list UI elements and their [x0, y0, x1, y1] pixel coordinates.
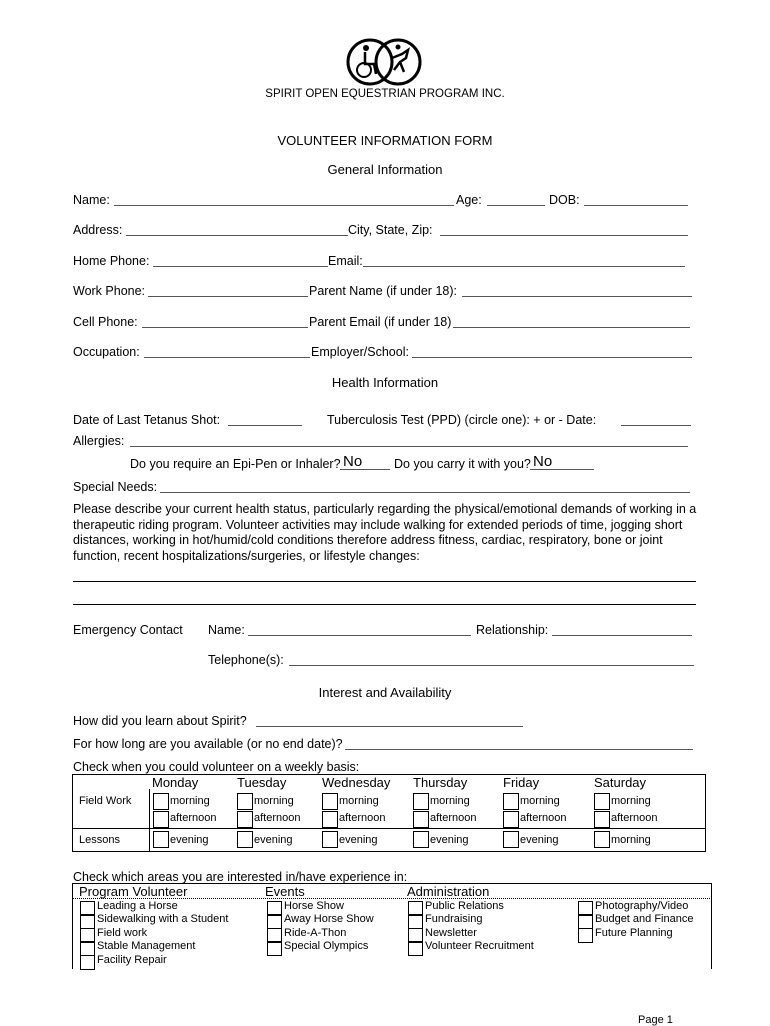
tue-morning-label: morning	[254, 795, 294, 807]
mon-evening-checkbox[interactable]	[153, 831, 169, 848]
admin2-checkbox-3[interactable]	[578, 928, 593, 943]
ec-telephone-label: Telephone(s):	[208, 653, 284, 667]
schedule-col-divider	[149, 789, 150, 852]
weekly-prompt: Check when you could volunteer on a weekly basis:	[73, 760, 360, 774]
how-long-label: For how long are you available (or no end date)?	[73, 737, 343, 751]
employer-field[interactable]	[412, 357, 692, 358]
admin-checkbox-4[interactable]	[408, 941, 423, 956]
fri-morning-label: morning	[520, 795, 560, 807]
events-checkbox-4[interactable]	[267, 941, 282, 956]
employer-label: Employer/School:	[311, 345, 409, 359]
program-checkbox-2[interactable]	[80, 914, 95, 929]
program-logo	[344, 36, 424, 88]
section-health: Health Information	[331, 375, 439, 390]
day-monday: Monday	[152, 775, 199, 790]
tetanus-field[interactable]	[228, 425, 302, 426]
fri-evening-label: evening	[520, 834, 559, 846]
admin-header: Administration	[407, 884, 490, 899]
mon-morning-label: morning	[170, 795, 210, 807]
events-checkbox-2[interactable]	[267, 914, 282, 929]
home-phone-field[interactable]	[153, 266, 328, 267]
day-wednesday: Wednesday	[322, 775, 391, 790]
admin-checkbox-2[interactable]	[408, 914, 423, 929]
tue-evening-checkbox[interactable]	[237, 831, 253, 848]
events-label-4: Special Olympics	[284, 940, 369, 952]
mon-morning-checkbox[interactable]	[153, 793, 169, 810]
thu-afternoon-label: afternoon	[430, 812, 477, 824]
sat-morning-label: morning	[611, 795, 651, 807]
day-tuesday: Tuesday	[237, 775, 287, 790]
program-label-4: Stable Management	[97, 940, 196, 952]
dob-field[interactable]	[584, 205, 688, 206]
name-field[interactable]	[114, 205, 454, 206]
wed-evening-label: evening	[339, 834, 378, 846]
work-phone-field[interactable]	[148, 296, 308, 297]
special-needs-field[interactable]	[160, 492, 690, 493]
tue-morning-checkbox[interactable]	[237, 793, 253, 810]
home-phone-label: Home Phone:	[73, 254, 150, 268]
epipen-answer[interactable]: No	[343, 453, 363, 470]
day-thursday: Thursday	[413, 775, 468, 790]
sat-afternoon-label: afternoon	[611, 812, 658, 824]
cell-phone-label: Cell Phone:	[73, 315, 138, 329]
fri-morning-checkbox[interactable]	[503, 793, 519, 810]
learn-label: How did you learn about Spirit?	[73, 714, 247, 728]
ec-relationship-field[interactable]	[552, 635, 692, 636]
work-phone-label: Work Phone:	[73, 284, 146, 298]
fri-afternoon-label: afternoon	[520, 812, 567, 824]
city-field[interactable]	[440, 235, 688, 236]
events-label-3: Ride-A-Thon	[284, 927, 347, 939]
sat-afternoon-checkbox[interactable]	[594, 811, 610, 828]
parent-name-field[interactable]	[462, 296, 692, 297]
org-name: SPIRIT OPEN EQUESTRIAN PROGRAM INC.	[265, 88, 505, 100]
email-field[interactable]	[363, 266, 685, 267]
admin-label-4: Volunteer Recruitment	[425, 940, 534, 952]
allergies-label: Allergies:	[73, 434, 125, 448]
program-checkbox-4[interactable]	[80, 941, 95, 956]
program-label-3: Field work	[97, 927, 148, 939]
emergency-contact-label: Emergency Contact	[73, 623, 183, 637]
program-header: Program Volunteer	[79, 884, 188, 899]
occupation-field[interactable]	[144, 357, 310, 358]
mon-afternoon-label: afternoon	[170, 812, 217, 824]
epipen-question: Do you require an Epi-Pen or Inhaler?	[130, 457, 341, 471]
ec-name-label: Name:	[208, 623, 245, 637]
row-lessons: Lessons	[79, 834, 120, 846]
day-saturday: Saturday	[594, 775, 647, 790]
admin-label-2: Fundraising	[425, 913, 483, 925]
occupation-label: Occupation:	[73, 345, 140, 359]
schedule-divider	[72, 828, 706, 829]
health-line-1[interactable]	[73, 581, 696, 582]
thu-evening-label: evening	[430, 834, 469, 846]
health-line-2[interactable]	[73, 604, 696, 605]
parent-email-label: Parent Email (if under 18)	[309, 315, 452, 329]
carry-answer[interactable]: No	[533, 453, 553, 470]
dob-label: DOB:	[549, 193, 580, 207]
events-header: Events	[265, 884, 305, 899]
wed-morning-label: morning	[339, 795, 379, 807]
program-checkbox-5[interactable]	[80, 955, 95, 970]
admin-label-3: Newsletter	[425, 927, 477, 939]
sat-lesson-checkbox[interactable]	[594, 831, 610, 848]
tb-label: Tuberculosis Test (PPD) (circle one): + or - Date:	[327, 413, 597, 427]
page-number: Page 1	[638, 1014, 673, 1026]
sat-lesson-label: morning	[611, 834, 651, 846]
wed-morning-checkbox[interactable]	[322, 793, 338, 810]
cell-phone-field[interactable]	[142, 327, 308, 328]
tb-date-field[interactable]	[621, 425, 691, 426]
section-general: General Information	[327, 162, 443, 177]
city-label: City, State, Zip:	[348, 223, 433, 237]
parent-name-label: Parent Name (if under 18):	[309, 284, 457, 298]
age-label: Age:	[456, 193, 482, 207]
ec-name-field[interactable]	[248, 635, 471, 636]
admin-label-1: Public Relations	[425, 900, 504, 912]
tetanus-label: Date of Last Tetanus Shot:	[73, 413, 221, 427]
health-paragraph: Please describe your current health status, particularly regarding the physical/emotional demands of working in a therapeutic riding program. Volunteer activities may include walking for extended periods of time, jogging short distances, working in hot/humid/cold conditions therefore address fitness, cardiac, respiratory, bone or joint function, recent hospitalizations/surgeries, or lifestyle changes:	[73, 502, 697, 563]
special-needs-label: Special Needs:	[73, 480, 158, 494]
email-label: Email:	[328, 254, 363, 268]
admin2-label-2: Budget and Finance	[595, 913, 694, 925]
section-interest: Interest and Availability	[318, 685, 452, 700]
mon-evening-label: evening	[170, 834, 209, 846]
tue-afternoon-checkbox[interactable]	[237, 811, 253, 828]
age-field[interactable]	[487, 205, 545, 206]
program-label-5: Facility Repair	[97, 954, 167, 966]
thu-evening-checkbox[interactable]	[413, 831, 429, 848]
tue-evening-label: evening	[254, 834, 293, 846]
carry-question: Do you carry it with you?	[394, 457, 531, 471]
thu-morning-label: morning	[430, 795, 470, 807]
parent-email-field[interactable]	[453, 327, 690, 328]
address-label: Address:	[73, 223, 123, 237]
day-friday: Friday	[503, 775, 540, 790]
ec-telephone-field[interactable]	[289, 665, 694, 666]
events-label-1: Horse Show	[284, 900, 344, 912]
row-field-work: Field Work	[79, 795, 132, 807]
sat-morning-checkbox[interactable]	[594, 793, 610, 810]
program-label-1: Leading a Horse	[97, 900, 178, 912]
fri-afternoon-checkbox[interactable]	[503, 811, 519, 828]
events-label-2: Away Horse Show	[284, 913, 374, 925]
address-field[interactable]	[126, 235, 348, 236]
mon-afternoon-checkbox[interactable]	[153, 811, 169, 828]
admin2-checkbox-2[interactable]	[578, 914, 593, 929]
thu-morning-checkbox[interactable]	[413, 793, 429, 810]
how-long-field[interactable]	[345, 749, 693, 750]
wed-evening-checkbox[interactable]	[322, 831, 338, 848]
areas-prompt: Check which areas you are interested in/have experience in:	[73, 870, 408, 884]
program-label-2: Sidewalking with a Student	[97, 913, 229, 925]
allergies-field[interactable]	[130, 446, 688, 447]
form-title: VOLUNTEER INFORMATION FORM	[277, 133, 493, 148]
thu-afternoon-checkbox[interactable]	[413, 811, 429, 828]
admin2-label-1: Photography/Video	[595, 900, 689, 912]
name-label: Name:	[73, 193, 110, 207]
wed-afternoon-label: afternoon	[339, 812, 386, 824]
tue-afternoon-label: afternoon	[254, 812, 301, 824]
ec-relationship-label: Relationship:	[476, 623, 549, 637]
admin2-label-3: Future Planning	[595, 927, 673, 939]
fri-evening-checkbox[interactable]	[503, 831, 519, 848]
wed-afternoon-checkbox[interactable]	[322, 811, 338, 828]
learn-field[interactable]	[256, 726, 523, 727]
